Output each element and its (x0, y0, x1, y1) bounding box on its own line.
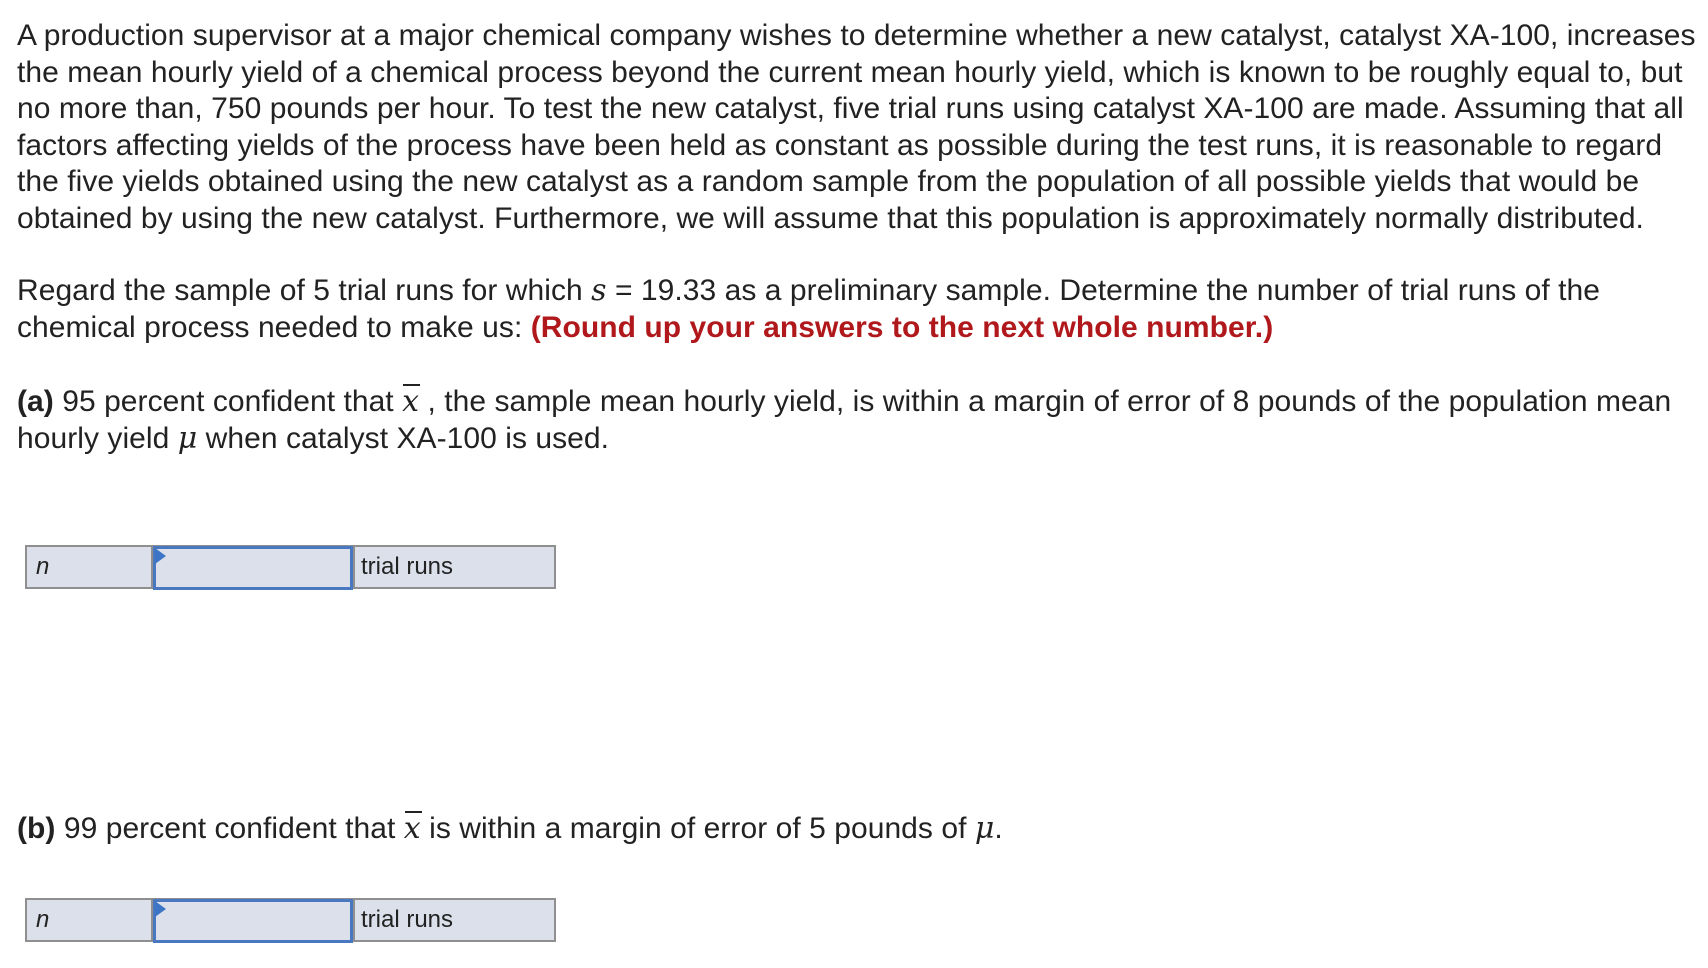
part-a-unit-label: trial runs (353, 547, 554, 587)
part-b-text-2: is within a margin of error of 5 pounds of (420, 812, 975, 845)
part-a-answer-table (25, 545, 556, 589)
part-a-n-label: n (27, 547, 153, 587)
mu-symbol: μ (177, 420, 198, 456)
s-symbol: s (591, 273, 607, 308)
rounding-note: (Round up your answers to the next whole number.) (530, 310, 1274, 344)
question-content (17, 18, 1697, 457)
part-b-text-3: . (994, 812, 1003, 845)
xbar-symbol: x (402, 384, 420, 419)
part-b-question (17, 809, 1003, 848)
part-a-question (17, 382, 1697, 457)
instruction-text-1: Regard the sample of 5 trial runs for which (17, 274, 592, 307)
problem-intro: A production supervisor at a major chemical company wishes to determine whether a new catalyst, catalyst XA-100, increases the mean hourly yield of a chemical process beyond the current mean hourly yield, which is known to be roughly equal to, but no more than, 750 pounds per hour. To test the new catalyst, five trial runs using catalyst XA-100 are made. Assuming that all factors affecting yields of the process have been held as constant as possible during the test runs, it is reasonable to regard the five yields obtained using the new catalyst as a random sample from the population of all possible yields that would be obtained by using the new catalyst. Furthermore, we will assume that this population is approximately normally distributed. (17, 19, 1696, 235)
part-a-n-input[interactable] (156, 549, 350, 587)
mu-symbol: μ (974, 811, 995, 846)
part-a-text-3: when catalyst XA-100 is used. (197, 421, 610, 455)
part-b-input-cell[interactable] (153, 899, 353, 943)
problem-instruction (17, 273, 1697, 346)
part-b-n-input[interactable] (156, 902, 350, 940)
part-b-text-1: 99 percent confident that (55, 812, 404, 845)
input-flag-icon (155, 901, 166, 917)
xbar-symbol: x (403, 811, 421, 846)
part-b-label: (b) (17, 812, 56, 845)
part-b-answer-table (25, 898, 556, 942)
part-a-input-cell[interactable] (153, 546, 353, 590)
part-a-label: (a) (17, 385, 54, 418)
part-a-text-2: , the sample mean hourly yield, is within a margin of error of 8 pounds of the population mean hourly yield (17, 385, 1672, 455)
instruction-text-2: = 19.33 as a preliminary sample. Determine the number of trial runs of the chemical process needed to make us: (17, 274, 1600, 344)
part-b-n-label: n (27, 900, 153, 940)
part-b-unit-label: trial runs (353, 900, 554, 940)
input-flag-icon (155, 548, 166, 564)
part-a-text-1: 95 percent confident that (53, 385, 403, 418)
